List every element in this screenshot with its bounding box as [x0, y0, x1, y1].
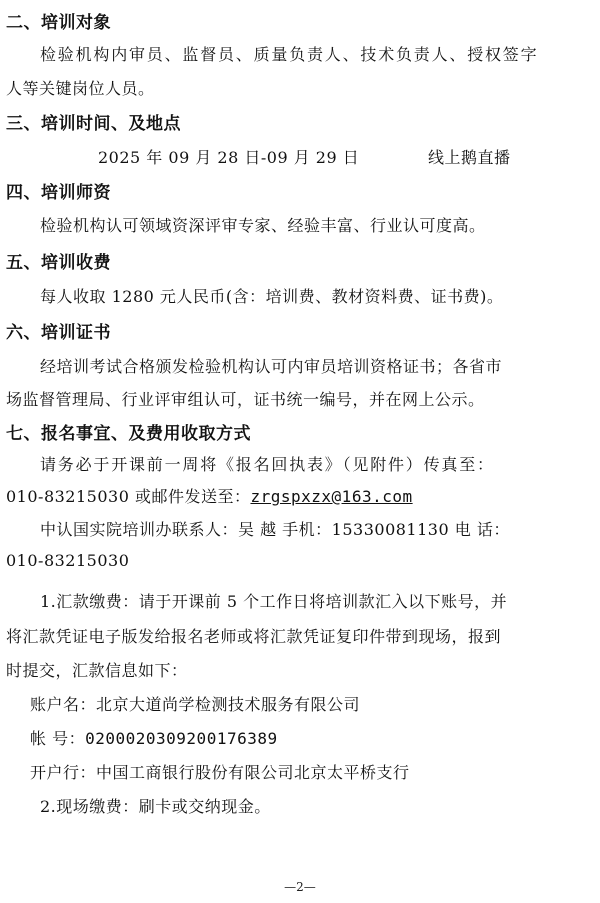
training-target-line-2: 人等关键岗位人员。: [6, 79, 155, 98]
certificate-line-1: 经培训考试合格颁发检验机构认可内审员培训资格证书；各省市: [40, 357, 503, 376]
payment-method-1-line-2: 将汇款凭证电子版发给报名老师或将汇款凭证复印件带到现场，报到: [6, 627, 502, 646]
page-number: —2—: [284, 880, 316, 894]
section-heading-registration: 七、报名事宜、及费用收取方式: [6, 424, 251, 444]
section-heading-training-target: 二、培训对象: [6, 13, 111, 33]
bank-name: 开户行：中国工商银行股份有限公司北京太平桥支行: [30, 763, 410, 782]
section-heading-instructors: 四、培训师资: [6, 183, 111, 203]
fax-prefix: 010-83215030 或邮件发送至：: [6, 487, 251, 506]
registration-line-2: [6, 484, 413, 507]
instructors-line-1: 检验机构认可领域资深评审专家、经验丰富、行业认可度高。: [40, 216, 486, 235]
contact-line: 中认国实院培训办联系人：吴 越 手机：15330081130 电 话：: [40, 520, 510, 539]
section-heading-certificate: 六、培训证书: [6, 323, 111, 343]
training-date: 2025 年 09 月 28 日-09 月 29 日: [98, 148, 360, 167]
payment-method-1-line-1: 1.汇款缴费：请于开课前 5 个工作日将培训款汇入以下账号，并: [40, 592, 508, 611]
account-number-line: [30, 726, 278, 749]
payment-method-1-line-3: 时提交，汇款信息如下：: [6, 661, 188, 680]
certificate-line-2: 场监督管理局、行业评审组认可，证书统一编号，并在网上公示。: [6, 390, 485, 409]
training-location: 线上鹅直播: [428, 148, 511, 167]
section-heading-time-place: 三、培训时间、及地点: [6, 114, 181, 134]
payment-method-2: 2.现场缴费：刷卡或交纳现金。: [40, 797, 271, 816]
section-heading-fees: 五、培训收费: [6, 253, 111, 273]
email-link[interactable]: zrgspxzx@163.com: [250, 487, 413, 506]
account-number: 0200020309200176389: [85, 729, 278, 748]
fees-line-1: 每人收取 1280 元人民币(含：培训费、教材资料费、证书费)。: [40, 287, 504, 306]
registration-line-1: 请务必于开课前一周将《报名回执表》（见附件）传真至：: [40, 455, 495, 474]
account-name: 账户名：北京大道尚学检测技术服务有限公司: [30, 695, 361, 714]
training-target-line-1: 检验机构内审员、监督员、质量负责人、技术负责人、授权签字: [40, 45, 539, 64]
contact-phone-line: 010-83215030: [6, 551, 130, 570]
account-number-label: 帐 号：: [30, 729, 86, 748]
